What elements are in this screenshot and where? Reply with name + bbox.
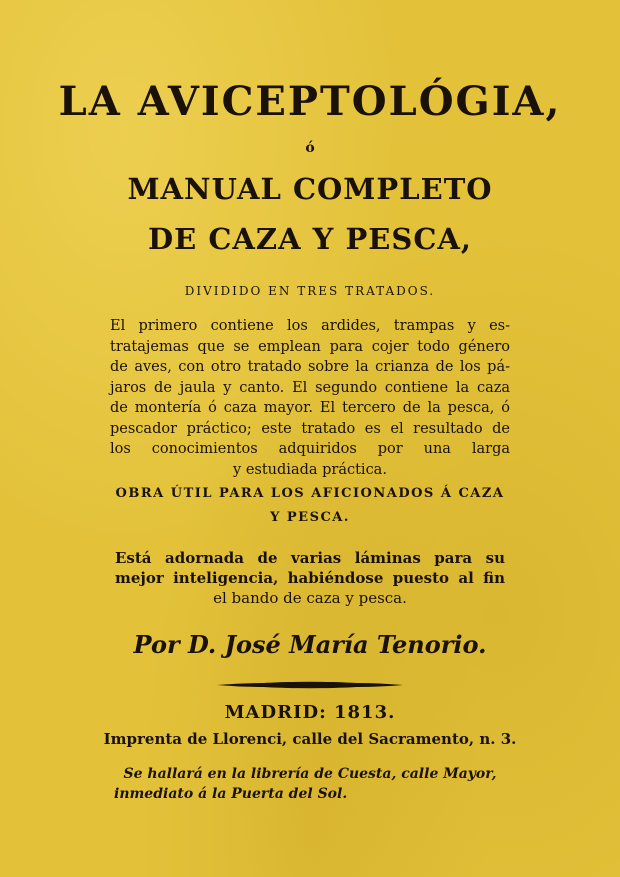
- imprint-printer: Imprenta de Llorenci, calle del Sacramento, n. 3.: [103, 730, 517, 748]
- subtitle-line-1: MANUAL COMPLETO: [127, 172, 493, 206]
- description-line: de montería ó caza mayor. El tercero de la pesca, ó: [110, 400, 510, 416]
- book-title: LA AVICEPTOLÓGIA,: [58, 78, 562, 125]
- sale-note-line-2: inmediato á la Puerta del Sol.: [114, 786, 348, 802]
- adornment-line: el bando de caza y pesca.: [213, 589, 407, 607]
- description-line: y estudiada práctica.: [233, 461, 387, 478]
- conjunction: ó: [305, 140, 315, 156]
- description-line: pescador práctico; este tratado es el resultado de: [110, 420, 510, 437]
- adornment-paragraph: [115, 548, 505, 608]
- description-line: de aves, con otro tratado sobre la crianza de los pá-: [110, 359, 510, 375]
- description-line: jaros de jaula y canto. El segundo contiene la caza: [110, 379, 510, 396]
- description-line: tratajemas que se emplean para cojer todo género: [110, 338, 510, 355]
- description-line: El primero contiene los ardides, trampas y es-: [110, 318, 510, 334]
- author-line: Por D. José María Tenorio.: [133, 630, 487, 659]
- description-paragraph: [110, 316, 510, 480]
- adornment-line: mejor inteligencia, habiéndose puesto al fin: [115, 569, 505, 587]
- imprint-city-year: MADRID: 1813.: [224, 702, 396, 723]
- ornamental-rule: [215, 680, 405, 690]
- description-line: los conocimientos adquiridos por una larga: [110, 441, 510, 457]
- useful-line-1: OBRA ÚTIL PARA LOS AFICIONADOS Á CAZA: [115, 486, 505, 501]
- adornment-line: Está adornada de varias láminas para su: [115, 549, 505, 567]
- subtitle-line-2: DE CAZA Y PESCA,: [147, 222, 473, 256]
- sale-note-line-1: Se hallará en la librería de Cuesta, calle Mayor,: [123, 766, 497, 782]
- divided-note: DIVIDIDO EN TRES TRATADOS.: [184, 284, 436, 298]
- useful-line-2: Y PESCA.: [270, 510, 350, 525]
